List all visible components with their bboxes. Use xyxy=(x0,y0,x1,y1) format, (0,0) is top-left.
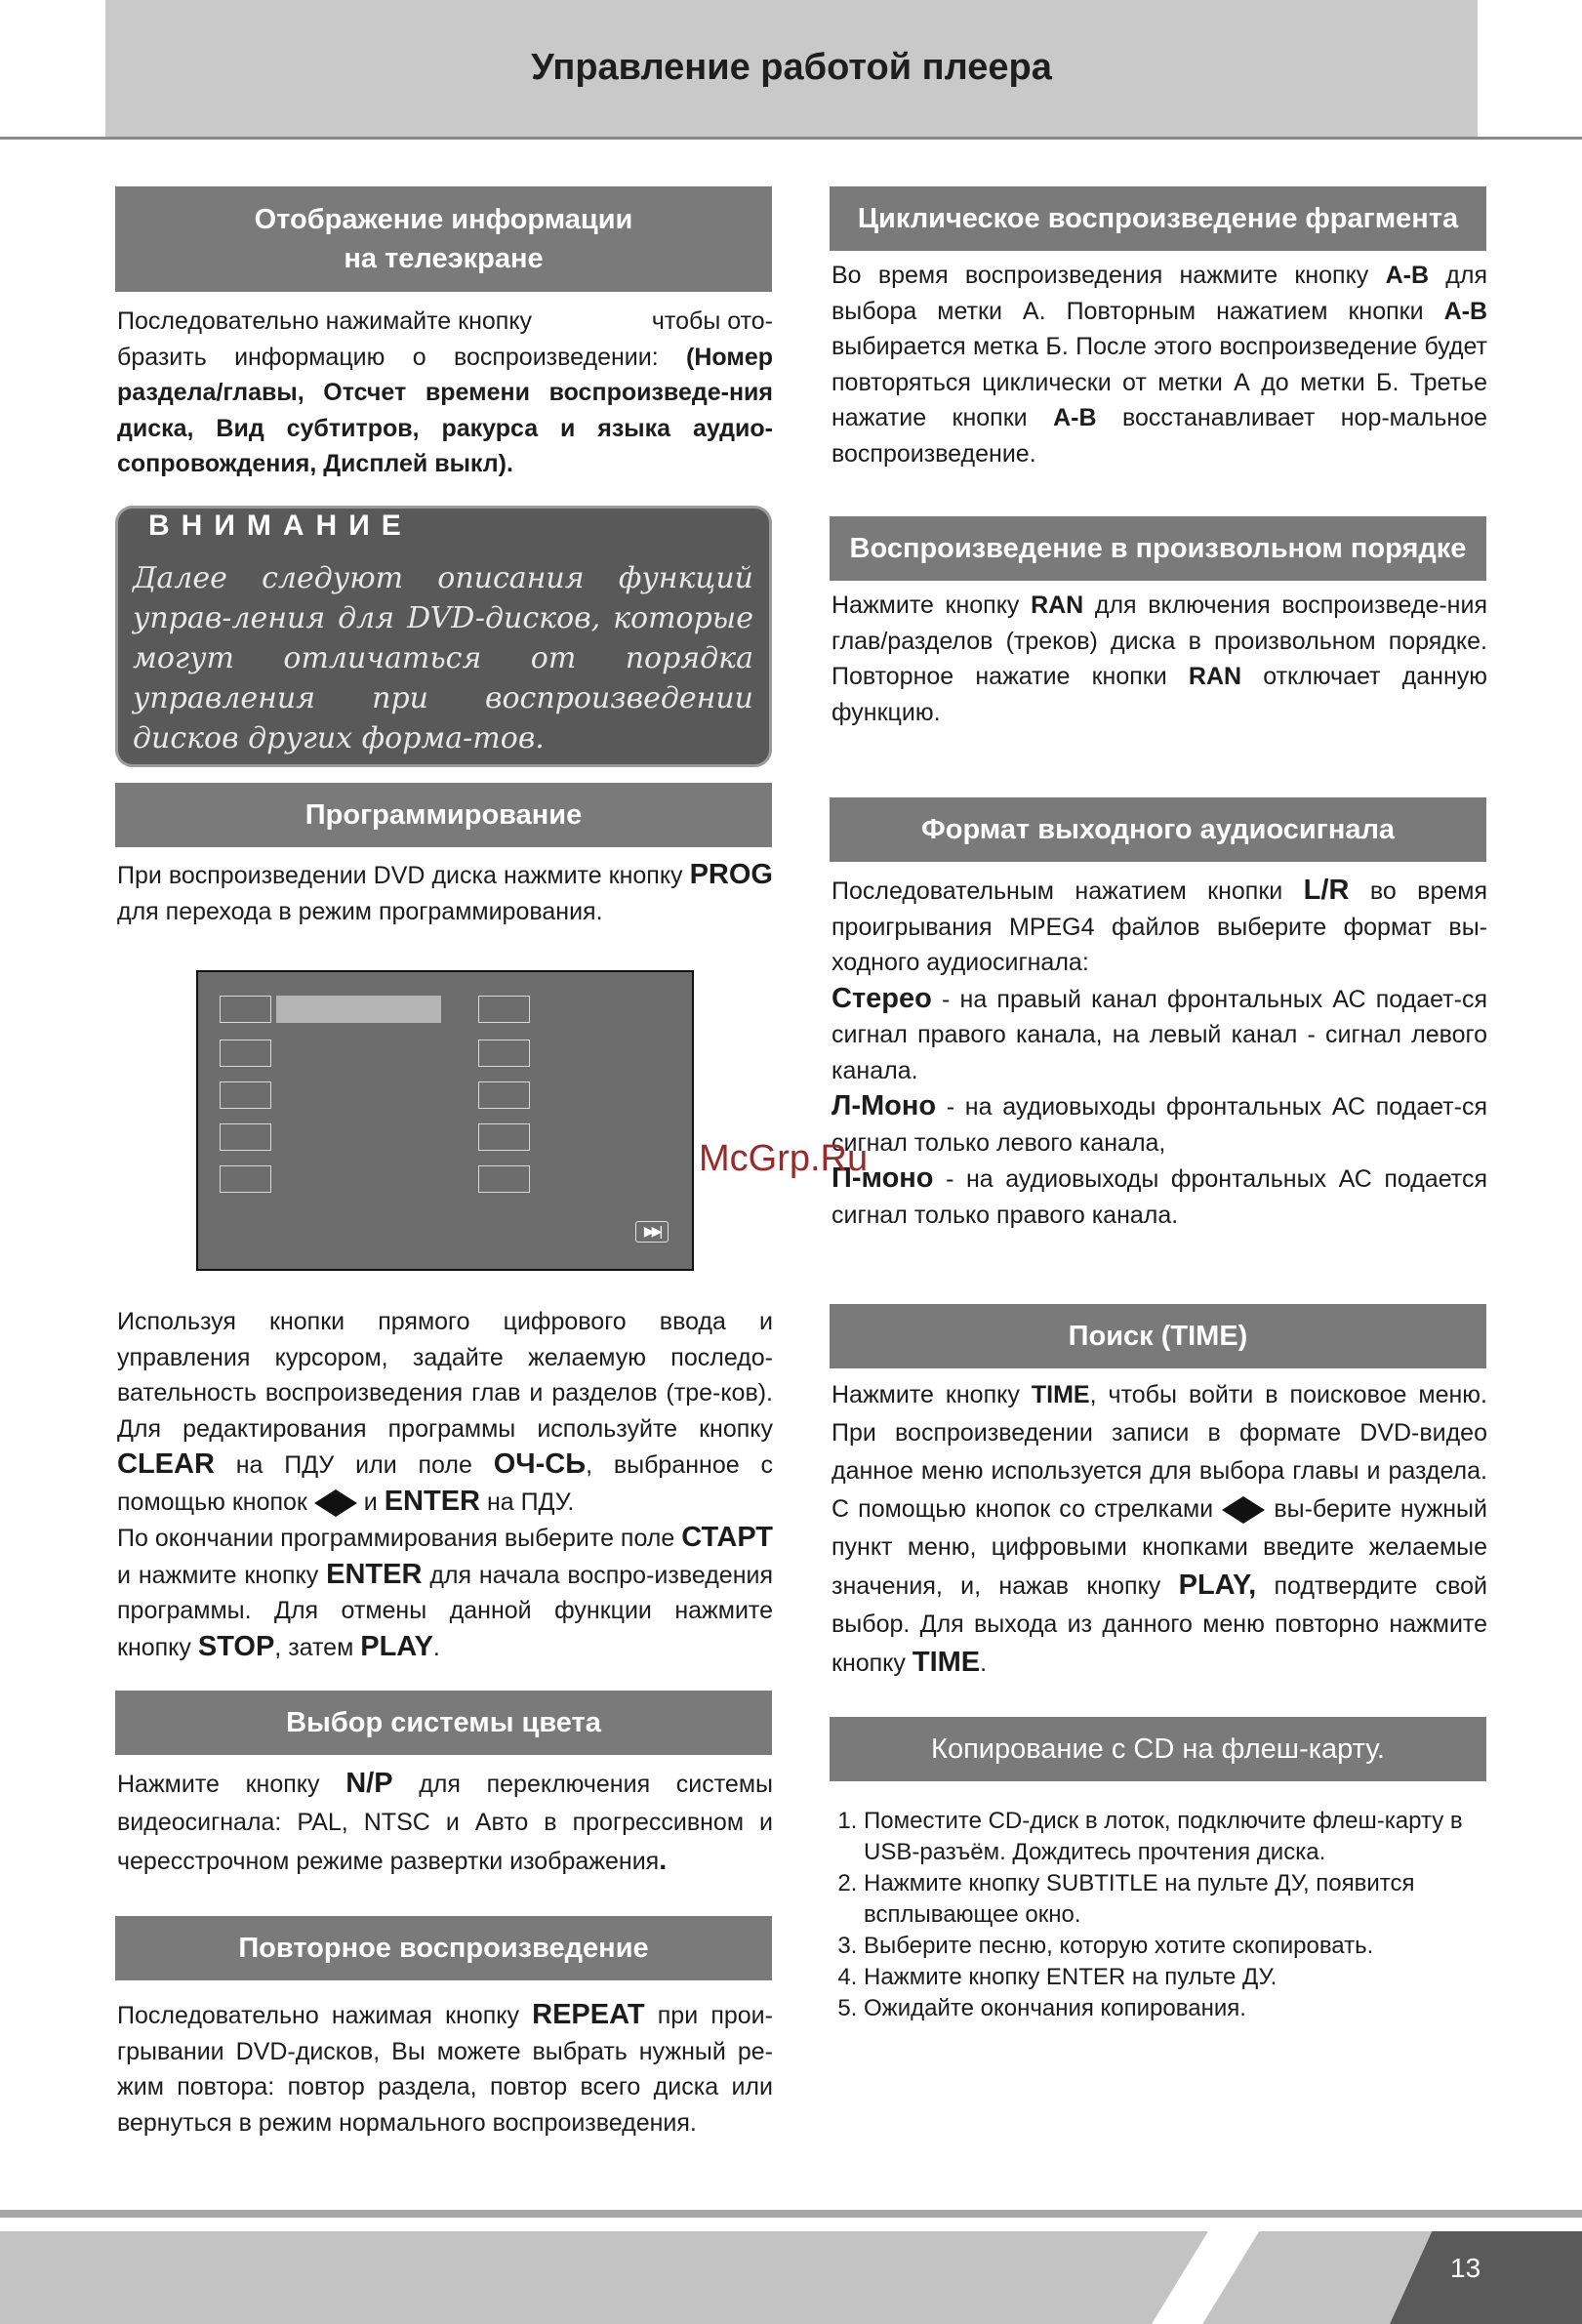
program-cell xyxy=(478,1165,530,1193)
ab-text-3: выбирается метка Б. После этого воспроизведение будет повторяться циклически от метки А до метки Б. Третье нажатие кнопки xyxy=(832,333,1487,431)
prog3-text-5: . xyxy=(432,1633,440,1661)
program-cell xyxy=(220,1040,271,1067)
program-cell xyxy=(220,996,271,1023)
arrow-right-icon xyxy=(336,1489,357,1517)
prog3-text-2: и нажмите кнопку xyxy=(117,1561,319,1589)
stereo-text: - на правый канал фронтальных АС подает-ся сигнал правого канала, на левый канал - сигнал левого канала. xyxy=(832,985,1487,1084)
time-key-2: PLAY, xyxy=(1178,1570,1257,1601)
section-header-repeat: Повторное воспроизведение xyxy=(115,1916,772,1980)
info-text-1: Последовательно нажимайте кнопку xyxy=(117,307,533,335)
pmono-text: - на аудиовыходы фронтальных АС подается сигнал только правого канала. xyxy=(832,1165,1487,1229)
ab-text-4: восстанавливает нор-мальное воспроизведение. xyxy=(832,404,1487,468)
time-paragraph xyxy=(832,1376,1487,1683)
prog3-play-key: PLAY xyxy=(360,1630,433,1662)
program-cell xyxy=(478,1040,530,1067)
section-header-info xyxy=(115,186,772,292)
time-text-1: Нажмите кнопку xyxy=(832,1381,1020,1408)
repeat-key: REPEAT xyxy=(532,1999,645,2030)
program-screen xyxy=(196,970,694,1271)
prog3-text-3: для начала воспро-изведения программы. Для отмены данной функции нажмите кнопку xyxy=(117,1561,773,1661)
prog3-text-1: По окончании программирования выберите поле xyxy=(117,1525,675,1552)
prog-text-2: для перехода в режим программирования. xyxy=(117,897,603,925)
color-text-1: Нажмите кнопку xyxy=(117,1771,320,1798)
audio-paragraph xyxy=(832,873,1487,1233)
info-paragraph xyxy=(117,304,773,482)
prog2-text-1: Используя кнопки прямого цифрового ввода и управления курсором, задайте желаемую последо-вательность воспроизведения глав и разделов (тре-ков). Для редактирования программы используйте кнопку xyxy=(117,1308,773,1443)
prog2-clear-key: CLEAR xyxy=(117,1448,215,1480)
info-title-line2: на телеэкране xyxy=(344,243,544,274)
ran-text-2: для включения воспроизведе-ния глав/разделов (треков) диска в произвольном порядке. Повторное нажатие кнопки xyxy=(832,591,1487,690)
prog2-enter-key: ENTER xyxy=(384,1485,480,1517)
info-text-3: бразить информацию о воспроизведении: xyxy=(117,343,686,371)
ab-key-2: A-B xyxy=(1443,297,1488,325)
prog3-stop-key: STOP xyxy=(197,1630,275,1662)
time-key-3: TIME xyxy=(912,1647,981,1678)
prog-key: PROG xyxy=(689,859,773,890)
audio-text-1: Последовательным нажатием кнопки xyxy=(832,877,1283,905)
section-header-copy: Копирование с CD на флеш-карту. xyxy=(830,1717,1486,1781)
copy-steps-list xyxy=(834,1806,1486,2024)
prog2-text-4: и xyxy=(363,1488,378,1516)
audio-key: L/R xyxy=(1303,875,1350,906)
ab-text-2: для выбора метки А. Повторным нажатием кнопки xyxy=(832,262,1487,325)
time-text-3: вы-берите нужный пункт меню, цифровыми кнопками введите желаемые значения, и, нажав кнопку xyxy=(832,1495,1487,1600)
footer-divider xyxy=(0,2210,1582,2218)
program-cell xyxy=(220,1081,271,1109)
random-paragraph xyxy=(832,588,1487,730)
arrow-right-icon xyxy=(1243,1496,1265,1524)
color-text-2: для переключения системы видеосигнала: PAL, NTSC и Авто в прогрессивном и чересстрочном режиме развертки изображения xyxy=(117,1771,773,1875)
prog2-text-3: , выбранное с помощью кнопок xyxy=(117,1451,773,1516)
header-divider xyxy=(0,137,1582,140)
ab-key-1: A-B xyxy=(1385,262,1430,289)
color-paragraph xyxy=(117,1765,773,1881)
section-header-ab-repeat: Циклическое воспроизведение фрагмента xyxy=(830,186,1486,251)
prog3-start-key: СТАРТ xyxy=(681,1522,773,1553)
skip-next-icon: ▶▶| xyxy=(635,1221,669,1243)
ab-text-1: Во время воспроизведения нажмите кнопку xyxy=(832,262,1369,289)
copy-step: 4. Нажмите кнопку ENTER на пульте ДУ. xyxy=(864,1962,1486,1993)
info-title-line1: Отображение информации xyxy=(254,204,633,235)
time-key-1: TIME xyxy=(1031,1381,1090,1408)
section-header-random: Воспроизведение в произвольном порядке xyxy=(830,516,1486,581)
arrow-left-icon xyxy=(1222,1496,1243,1524)
programming-instructions xyxy=(117,1304,773,1665)
warning-title: ВНИМАНИЕ xyxy=(148,510,413,542)
repeat-text-1: Последовательно нажимая кнопку xyxy=(117,2002,519,2029)
prog2-text-5: на ПДУ. xyxy=(486,1488,575,1516)
copy-step: 1. Поместите CD-диск в лоток, подключите флеш-карту в USB-разъём. Дождитесь прочтения диска. xyxy=(864,1806,1486,1868)
audio-text-2: во время проигрывания MPEG4 файлов выберите формат вы-ходного аудиосигнала: xyxy=(832,877,1487,976)
section-header-audio: Формат выходного аудиосигнала xyxy=(830,797,1486,862)
color-text-3: . xyxy=(659,1845,668,1876)
page-title: Управление работой плеера xyxy=(531,47,1052,88)
programming-paragraph xyxy=(117,857,773,929)
footer-band xyxy=(0,2231,1582,2324)
page-number: 13 xyxy=(1450,2253,1481,2283)
prog-text-1: При воспроизведении DVD диска нажмите кнопку xyxy=(117,862,683,889)
stereo-label: Стерео xyxy=(832,982,932,1014)
prog2-och-key: ОЧ-СЬ xyxy=(493,1448,587,1480)
info-text-bold: (Номер раздела/главы, Отсчет времени воспроизведе-ния диска, Вид субтитров, ракурса и языка аудио-сопровождения, Дисплей выкл). xyxy=(117,343,773,477)
time-text-5: . xyxy=(980,1650,988,1677)
time-text-4: подтвердите свой выбор. Для выхода из данного меню повторно нажмите кнопку xyxy=(832,1572,1487,1677)
ran-key-2: RAN xyxy=(1188,663,1242,690)
ran-text-1: Нажмите кнопку xyxy=(832,591,1020,619)
program-cell xyxy=(478,996,530,1023)
color-key: N/P xyxy=(345,1768,393,1799)
prog3-text-4: , затем xyxy=(274,1633,354,1661)
copy-step: 3. Выберите песню, которую хотите скопировать. xyxy=(864,1931,1486,1962)
program-cell xyxy=(478,1081,530,1109)
section-header-color: Выбор системы цвета xyxy=(115,1691,772,1755)
copy-step: 2. Нажмите кнопку SUBTITLE на пульте ДУ, появится всплывающее окно. xyxy=(864,1868,1486,1931)
copy-step: 5. Ожидайте окончания копирования. xyxy=(864,1993,1486,2024)
ran-text-3: отключает данную функцию. xyxy=(832,663,1488,726)
lmono-label: Л-Моно xyxy=(832,1090,937,1121)
warning-text: Далее следуют описания функций управ-ления для DVD-дисков, которые могут отличаться от порядка управления при воспроизведении дисков других форма-тов. xyxy=(133,561,753,755)
pmono-label: П-моно xyxy=(832,1162,934,1194)
ab-paragraph xyxy=(832,258,1487,471)
program-cell xyxy=(478,1123,530,1151)
program-cell xyxy=(220,1165,271,1193)
program-cell xyxy=(220,1123,271,1151)
time-text-2: , чтобы войти в поисковое меню. При воспроизведении записи в формате DVD-видео данное меню используется для выбора главы и раздела. С помощью кнопок со стрелками xyxy=(832,1381,1487,1523)
arrow-left-icon xyxy=(314,1489,336,1517)
program-cell-highlight xyxy=(276,996,441,1023)
info-text-2: чтобы ото- xyxy=(651,307,773,335)
prog2-text-2: на ПДУ или поле xyxy=(235,1451,472,1479)
repeat-paragraph xyxy=(117,1997,773,2141)
ab-key-3: A-B xyxy=(1053,404,1097,431)
prog3-enter-key: ENTER xyxy=(326,1558,423,1590)
lmono-text: - на аудиовыходы фронтальных АС подает-ся сигнал только левого канала, xyxy=(832,1093,1487,1157)
section-header-time: Поиск (TIME) xyxy=(830,1304,1486,1368)
repeat-text-2: при прои-грывании DVD-дисков, Вы можете выбрать нужный ре-жим повтора: повтор раздела, повтор всего диска или вернуться в режим нормального воспроизведения. xyxy=(117,2002,773,2137)
section-header-programming: Программирование xyxy=(115,783,772,847)
watermark: McGrp.Ru xyxy=(699,1138,869,1179)
ran-key-1: RAN xyxy=(1031,591,1084,619)
